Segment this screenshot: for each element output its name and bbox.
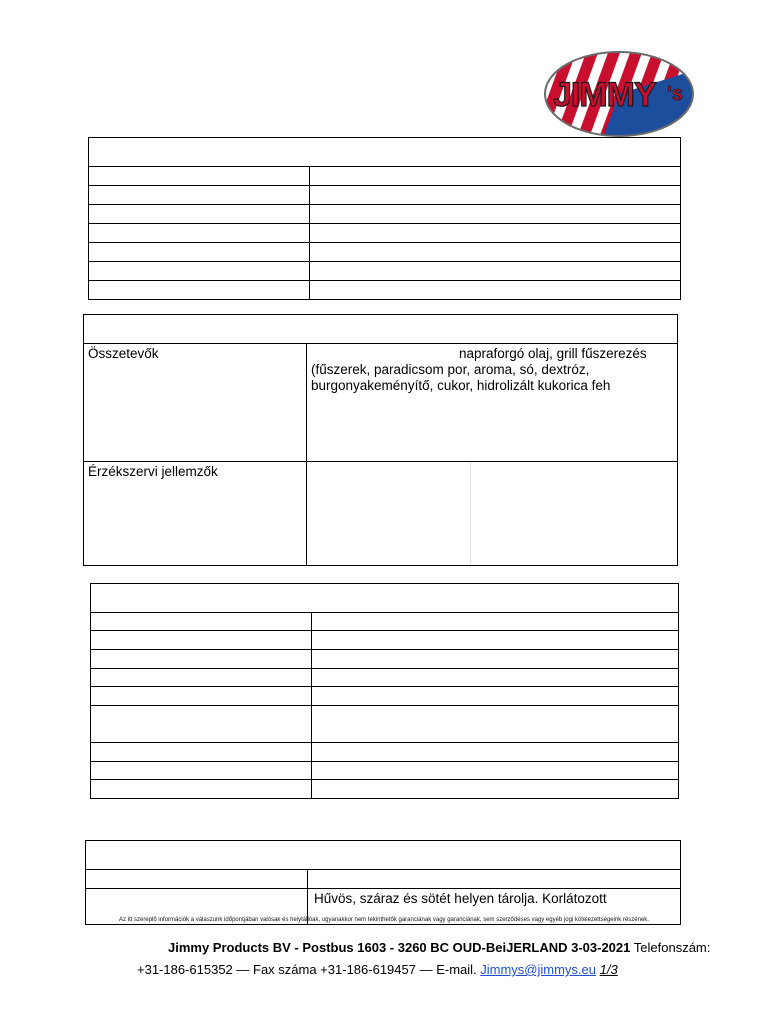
table-3-cell bbox=[91, 669, 312, 687]
table-3-cell bbox=[91, 762, 312, 780]
table-2-header bbox=[84, 315, 678, 344]
table-1-cell bbox=[310, 167, 681, 186]
table-3-cell bbox=[312, 706, 679, 743]
table-3-cell bbox=[91, 780, 312, 799]
table-3-cell bbox=[312, 762, 679, 780]
table-3-cell bbox=[312, 613, 679, 631]
table-3-cell bbox=[91, 613, 312, 631]
table-1-cell bbox=[89, 281, 310, 300]
table-1-cell bbox=[89, 167, 310, 186]
sensory-value-cell bbox=[307, 462, 471, 566]
disclaimer: Az itt szereplő információk a válaszunk időpontjában valósak és helytállóak, ugyanakkor nem tekinthetők garanciának vagy garanciának, sem szerződéses vagy egyéb jogi kötelezettségeink részének. bbox=[119, 917, 649, 923]
table-4 bbox=[85, 840, 681, 925]
table-3-cell bbox=[91, 706, 312, 743]
table-3-cell bbox=[312, 650, 679, 669]
table-1-cell bbox=[89, 186, 310, 205]
table-3-cell bbox=[91, 743, 312, 762]
table-3-cell bbox=[312, 687, 679, 706]
table-4-header bbox=[86, 841, 681, 870]
table-1-cell bbox=[310, 243, 681, 262]
table-3-cell bbox=[312, 743, 679, 762]
sensory-label: Érzékszervi jellemzők bbox=[88, 464, 218, 479]
table-3-cell bbox=[312, 780, 679, 799]
table-1-cell bbox=[89, 205, 310, 224]
ingredients-label-cell bbox=[84, 344, 307, 462]
footer-email-link[interactable]: Jimmys@jimmys.eu bbox=[480, 962, 596, 977]
footer-company-line bbox=[168, 940, 711, 956]
table-1-cell bbox=[310, 205, 681, 224]
table-4-cell bbox=[308, 870, 681, 889]
table-1-cell bbox=[89, 262, 310, 281]
table-3-cell bbox=[91, 650, 312, 669]
table-3-header bbox=[91, 584, 679, 613]
logo-suffix: 's bbox=[667, 83, 683, 105]
table-1-cell bbox=[310, 262, 681, 281]
ingredients-label: Összetevők bbox=[88, 346, 159, 361]
table-3-cell bbox=[91, 687, 312, 706]
sensory-label-cell bbox=[84, 462, 307, 566]
table-1-cell bbox=[310, 224, 681, 243]
ingredients-value: napraforgó olaj, grill fűszerezés (fűszerek, paradicsom por, aroma, só, dextróz, burgonyakeményítő, cukor, hidrolizált kukorica feh bbox=[311, 346, 647, 393]
jimmys-logo bbox=[543, 50, 695, 138]
sensory-extra-cell bbox=[471, 462, 678, 566]
table-1-cell bbox=[310, 281, 681, 300]
table-1-cell bbox=[89, 224, 310, 243]
table-3-cell bbox=[91, 631, 312, 650]
table-1 bbox=[88, 137, 681, 300]
table-1-header bbox=[89, 138, 681, 167]
footer-contact: +31-186-615352 — Fax száma +31-186-619457 — E-mail. bbox=[137, 962, 481, 977]
table-1-cell bbox=[89, 243, 310, 262]
table-2 bbox=[83, 314, 678, 566]
table-3 bbox=[90, 583, 679, 799]
logo-text: JIMMY bbox=[553, 76, 656, 114]
storage-value: Hűvös, száraz és sötét helyen tárolja. Korlátozott bbox=[314, 891, 607, 906]
footer-contact-line bbox=[137, 962, 657, 978]
table-1-cell bbox=[310, 186, 681, 205]
footer-company: Jimmy Products BV - Postbus 1603 - 3260 BC OUD-BeiJERLAND 3-03-2021 bbox=[168, 940, 631, 955]
table-4-cell bbox=[86, 870, 308, 889]
footer-phone-label: Telefonszám: bbox=[630, 940, 711, 955]
footer-page-number: 1/3 bbox=[599, 962, 618, 977]
table-3-cell bbox=[312, 631, 679, 650]
table-3-cell bbox=[312, 669, 679, 687]
ingredients-value-cell bbox=[307, 344, 678, 462]
